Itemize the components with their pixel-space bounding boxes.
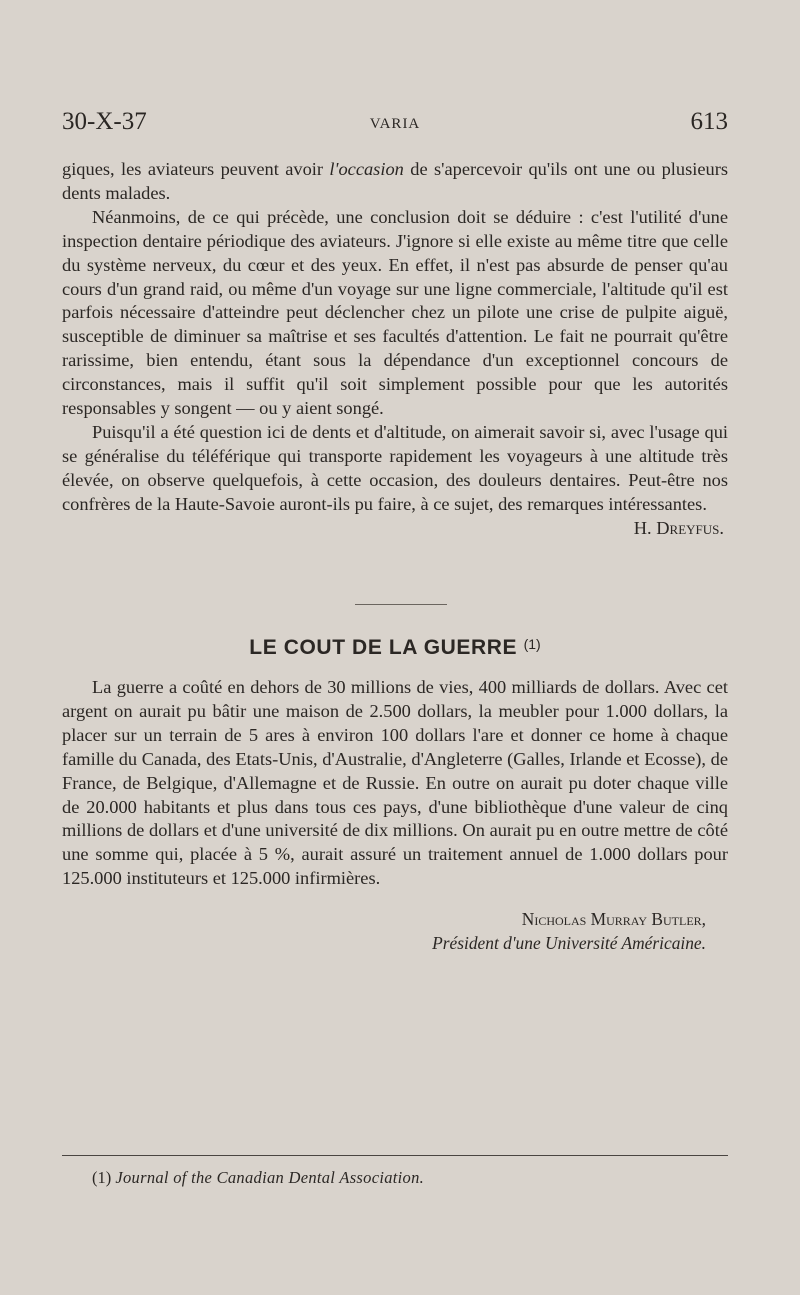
signature-name: Nicholas Murray Butler, (521, 909, 706, 929)
header-section: VARIA (369, 116, 421, 132)
footnote-rule (62, 1155, 728, 1156)
footnote (92, 1168, 424, 1188)
article-body (62, 676, 728, 891)
paragraph: giques, les aviateurs peuvent avoir l'occasion de s'apercevoir qu'ils ont une ou plusieurs dents malades. (62, 159, 728, 203)
article-continuation (62, 158, 728, 541)
author-signature: H. Dreyfus. (633, 517, 724, 538)
footnote-marker: (1) (92, 1168, 112, 1187)
paragraph: Néanmoins, de ce qui précède, une conclusion doit se déduire : c'est l'utilité d'une inspection dentaire périodique des aviateurs. J'ignore si elle existe au même titre que celle du système nerveux, du cœur et des yeux. En effet, il n'est pas absurde de penser qu'au cours d'un grand raid, ou même d'un voyage sur une ligne commerciale, l'altitude qu'il est parfois nécessaire d'atteindre peut déclencher chez un pilote une crise de pulpite aiguë, susceptible de diminuer sa maîtrise et ses facultés d'attention. Le fait ne pourrait qu'être rarissime, bien entendu, étant sous la dépendance d'un exceptionnel concours de circonstances, mais il suffit qu'il soit simplement possible pour que les autorités responsables y songent — ou y aient songé. (62, 206, 728, 419)
signature-title: Président d'une Université Américaine. (432, 933, 706, 953)
header-date: 30-X-37 (62, 108, 147, 135)
footnote-source: Journal of the Canadian Dental Association. (115, 1168, 425, 1187)
emphasis: l'occasion (329, 159, 404, 179)
paragraph: La guerre a coûté en dehors de 30 millions de vies, 400 milliards de dollars. Avec cet argent on aurait pu bâtir une maison de 2.500 dollars, la meubler pour 1.000 dollars, la placer sur un terrain de 5 ares à environ 100 dollars l'are et donner ce home à chaque famille du Canada, des Etats-Unis, d'Australie, d'Angleterre (Galles, Irlande et Ecosse), de France, de Belgique, d'Allemagne et de Russie. En outre on aurait pu doter chaque ville de 20.000 habitants et plus dans tous ces pays, d'une bibliothèque d'une valeur de cinq millions de dollars et d'une université de dix millions. On aurait pu en outre mettre de côté une somme qui, placée à 5 %, aurait assuré un traitement annuel de 1.000 dollars pour 125.000 instituteurs et 125.000 infirmières. (62, 677, 728, 889)
article-signature (432, 907, 706, 955)
page-number: 613 (690, 108, 728, 135)
section-divider (355, 604, 447, 605)
running-header (62, 108, 728, 148)
article-title: LE COUT DE LA GUERRE $^{(1)}$ (249, 636, 541, 659)
footnote-reference: (1) (523, 636, 541, 652)
paragraph: Puisqu'il a été question ici de dents et d'altitude, on aimerait savoir si, avec l'usage qui se généralise du téléférique qui transporte rapidement les voyageurs à une altitude très élevée, on observe quelquefois, à cette occasion, des douleurs dentaires. Peut-être nos confrères de la Haute-Savoie auront-ils pu faire, à ce sujet, des remarques intéressantes. (62, 421, 728, 514)
